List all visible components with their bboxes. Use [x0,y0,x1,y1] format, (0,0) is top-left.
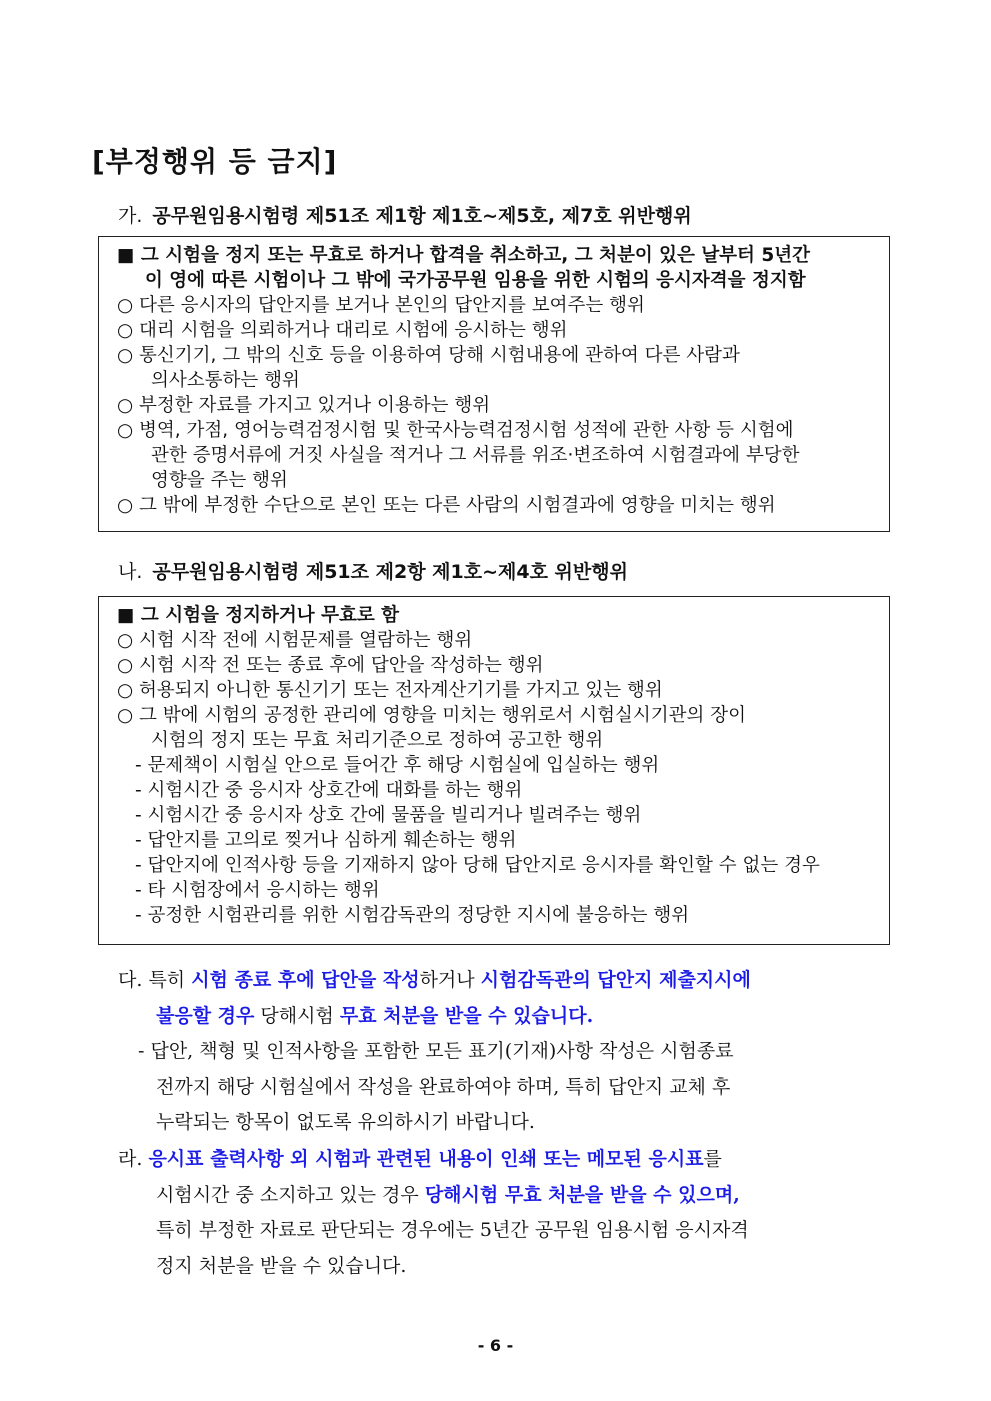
box-a-item: ○ 대리 시험을 의뢰하거나 대리로 시험에 응시하는 행위 [117,320,568,341]
section-c-line-2 [118,999,898,1035]
box-b-dash-item: - 시험시간 중 응시자 상호 간에 물품을 빌리거나 빌려주는 행위 [135,805,642,826]
page-number: - 6 - [477,1336,514,1355]
page-title: [부정행위 등 금지] [92,145,338,178]
section-d-number: 라. [118,1148,143,1170]
section-c-text: 하거나 [419,969,481,991]
box-a-item-cont: 관한 증명서류에 거짓 사실을 적거나 그 서류를 위조·변조하여 시험결과에 부당한 [151,445,800,466]
section-a-heading [118,201,692,228]
box-b-item: ○ 허용되지 아니한 통신기기 또는 전자계산기기를 가지고 있는 행위 [117,680,663,701]
section-c-dash-cont: 누락되는 항목이 없도록 유의하시기 바랍니다. [156,1111,535,1133]
section-c-line-1 [118,963,898,999]
box-a-item: ○ 그 밖에 부정한 수단으로 본인 또는 다른 사람의 시험결과에 영향을 미치는 행위 [117,495,776,516]
section-b-heading [118,557,628,584]
section-d [118,1142,898,1284]
box-b-item: ○ 시험 시작 전에 시험문제를 열람하는 행위 [117,630,473,651]
box-b-dash-item: - 문제책이 시험실 안으로 들어간 후 해당 시험실에 입실하는 행위 [135,755,660,776]
box-a-item: ○ 통신기기, 그 밖의 신호 등을 이용하여 당해 시험내용에 관하여 다른 사람과 [117,345,740,366]
section-d-text: 시험시간 중 소지하고 있는 경우 [156,1183,425,1206]
section-b-box [98,596,890,945]
box-b-item-cont: 시험의 정지 또는 무효 처리기준으로 정하여 공고한 행위 [151,730,604,751]
section-b-title: 공무원임용시험령 제51조 제2항 제1호~제4호 위반행위 [152,561,628,583]
box-b-dash-item: - 공정한 시험관리를 위한 시험감독관의 정당한 지시에 불응하는 행위 [135,905,690,926]
box-b-dash-item: - 타 시험장에서 응시하는 행위 [135,880,380,901]
section-c-highlight: 시험감독관의 답안지 제출지시에 [480,969,751,991]
section-d-line-3: 특히 부정한 자료로 판단되는 경우에는 5년간 공무원 임용시험 응시자격 [156,1219,749,1241]
box-a-item-cont: 의사소통하는 행위 [151,370,300,391]
section-c-highlight: 무효 처분을 받을 수 있습니다. [339,1004,594,1027]
box-a-title-line-2: 이 영에 따른 시험이나 그 밖에 국가공무원 임용을 위한 시험의 응시자격을 정지함 [145,270,806,291]
box-b-dash-item: - 시험시간 중 응시자 상호간에 대화를 하는 행위 [135,780,523,801]
section-d-text: 를 [703,1148,722,1170]
section-b-number: 나. [118,561,143,583]
box-a-item: ○ 부정한 자료를 가지고 있거나 이용하는 행위 [117,395,491,416]
section-c-highlight: 시험 종료 후에 답안을 작성 [191,969,420,991]
section-d-line-4: 정지 처분을 받을 수 있습니다. [156,1254,407,1277]
section-d-highlight: 당해시험 무효 처분을 받을 수 있으며, [424,1183,740,1206]
section-d-line-2 [118,1178,898,1214]
section-c-dash-line: - 답안, 책형 및 인적사항을 포함한 모든 표기(기재)사항 작성은 시험종료 [138,1040,734,1062]
section-c-text: 특히 [148,969,192,991]
box-a-title-line-1: ■ 그 시험을 정지 또는 무효로 하거나 합격을 취소하고, 그 처분이 있은 날부터 5년간 [117,245,810,266]
section-c-dash-cont: 전까지 해당 시험실에서 작성을 완료하여야 하며, 특히 답안지 교체 후 [156,1075,731,1098]
section-c-number: 다. [118,969,143,991]
box-b-dash-item: - 답안지에 인적사항 등을 기재하지 않아 당해 답안지로 응시자를 확인할 수 없는 경우 [135,855,820,876]
box-a-item: ○ 다른 응시자의 답안지를 보거나 본인의 답안지를 보여주는 행위 [117,295,645,316]
section-a-number: 가. [118,205,143,227]
box-a-item: ○ 병역, 가점, 영어능력검정시험 및 한국사능력검정시험 성적에 관한 사항 등 시험에 [117,420,794,441]
section-a-title: 공무원임용시험령 제51조 제1항 제1호~제5호, 제7호 위반행위 [152,205,692,227]
box-b-item: ○ 시험 시작 전 또는 종료 후에 답안을 작성하는 행위 [117,655,544,676]
box-b-title: ■ 그 시험을 정지하거나 무효로 함 [117,605,400,626]
section-c-highlight: 불응할 경우 [156,1004,255,1027]
section-d-line-1 [118,1142,898,1178]
section-a-box [98,236,890,532]
box-a-item-cont: 영향을 주는 행위 [151,470,288,491]
section-c-text: 당해시험 [254,1004,340,1027]
box-b-item: ○ 그 밖에 시험의 공정한 관리에 영향을 미치는 행위로서 시험실시기관의 장이 [117,705,746,726]
section-d-highlight: 응시표 출력사항 외 시험과 관련된 내용이 인쇄 또는 메모된 응시표 [148,1148,704,1170]
box-b-dash-item: - 답안지를 고의로 찢거나 심하게 훼손하는 행위 [135,830,517,851]
section-c [118,963,898,1141]
